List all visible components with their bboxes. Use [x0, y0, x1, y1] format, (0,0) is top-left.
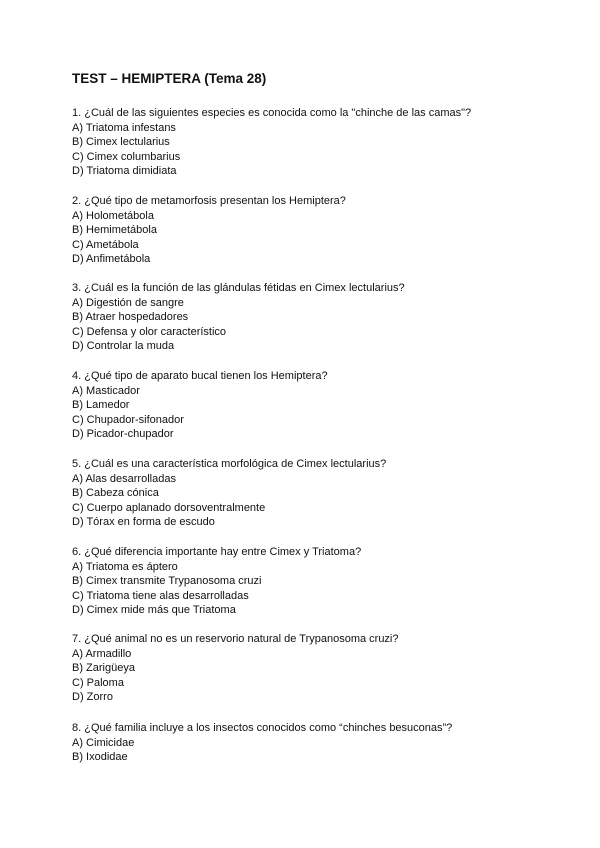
- option-d: D) Cimex mide más que Triatoma: [72, 604, 236, 617]
- option-b: B) Ixodidae: [72, 751, 128, 764]
- option-c: C) Cuerpo aplanado dorsoventralmente: [72, 501, 266, 514]
- page-title: TEST – HEMIPTERA (Tema 28): [72, 71, 267, 86]
- question-7: [72, 632, 542, 705]
- option-a: A) Alas desarrolladas: [72, 472, 176, 485]
- option-d: D) Triatoma dimidiata: [72, 165, 177, 178]
- option-b: B) Hemimetábola: [72, 224, 157, 237]
- question-4: [72, 369, 542, 442]
- question-text: 4. ¿Qué tipo de aparato bucal tienen los Hemiptera?: [72, 370, 328, 382]
- question-text: 7. ¿Qué animal no es un reservorio natural de Trypanosoma cruzi?: [72, 633, 399, 645]
- option-a: A) Armadillo: [72, 647, 132, 660]
- option-a: A) Cimicidae: [72, 736, 135, 749]
- option-b: B) Zarigüeya: [72, 662, 135, 675]
- option-c: C) Cimex columbarius: [72, 150, 181, 163]
- question-text: 1. ¿Cuál de las siguientes especies es conocida como la "chinche de las camas"?: [72, 107, 472, 119]
- option-b: B) Atraer hospedadores: [72, 311, 189, 324]
- question-text: 8. ¿Qué familia incluye a los insectos conocidos como “chinches besuconas”?: [72, 722, 453, 734]
- option-c: C) Paloma: [72, 676, 124, 689]
- option-c: C) Chupador-sifonador: [72, 413, 184, 426]
- option-d: D) Picador-chupador: [72, 428, 174, 441]
- question-1: [72, 106, 542, 179]
- question-3: [72, 281, 542, 354]
- option-a: A) Masticador: [72, 384, 140, 397]
- option-a: A) Triatoma es áptero: [72, 560, 178, 573]
- question-text: 5. ¿Cuál es una característica morfológica de Cimex lectularius?: [72, 458, 387, 470]
- option-c: C) Ametábola: [72, 238, 139, 251]
- option-b: B) Cabeza cónica: [72, 487, 159, 500]
- question-8: [72, 721, 542, 765]
- option-b: B) Cimex lectularius: [72, 136, 170, 149]
- option-d: D) Zorro: [72, 691, 113, 704]
- option-a: A) Digestión de sangre: [72, 296, 184, 309]
- question-text: 3. ¿Cuál es la función de las glándulas fétidas en Cimex lectularius?: [72, 282, 405, 294]
- question-text: 2. ¿Qué tipo de metamorfosis presentan los Hemiptera?: [72, 195, 346, 207]
- option-c: C) Defensa y olor característico: [72, 325, 227, 338]
- question-text: 6. ¿Qué diferencia importante hay entre Cimex y Triatoma?: [72, 546, 362, 558]
- option-b: B) Cimex transmite Trypanosoma cruzi: [72, 575, 262, 588]
- question-5: [72, 457, 542, 530]
- option-b: B) Lamedor: [72, 399, 130, 412]
- option-c: C) Triatoma tiene alas desarrolladas: [72, 589, 249, 602]
- option-a: A) Triatoma infestans: [72, 121, 176, 134]
- question-2: [72, 194, 542, 267]
- question-6: [72, 545, 542, 618]
- option-d: D) Anfimetábola: [72, 253, 151, 266]
- option-a: A) Holometábola: [72, 209, 154, 222]
- option-d: D) Controlar la muda: [72, 340, 175, 353]
- option-d: D) Tórax en forma de escudo: [72, 516, 215, 529]
